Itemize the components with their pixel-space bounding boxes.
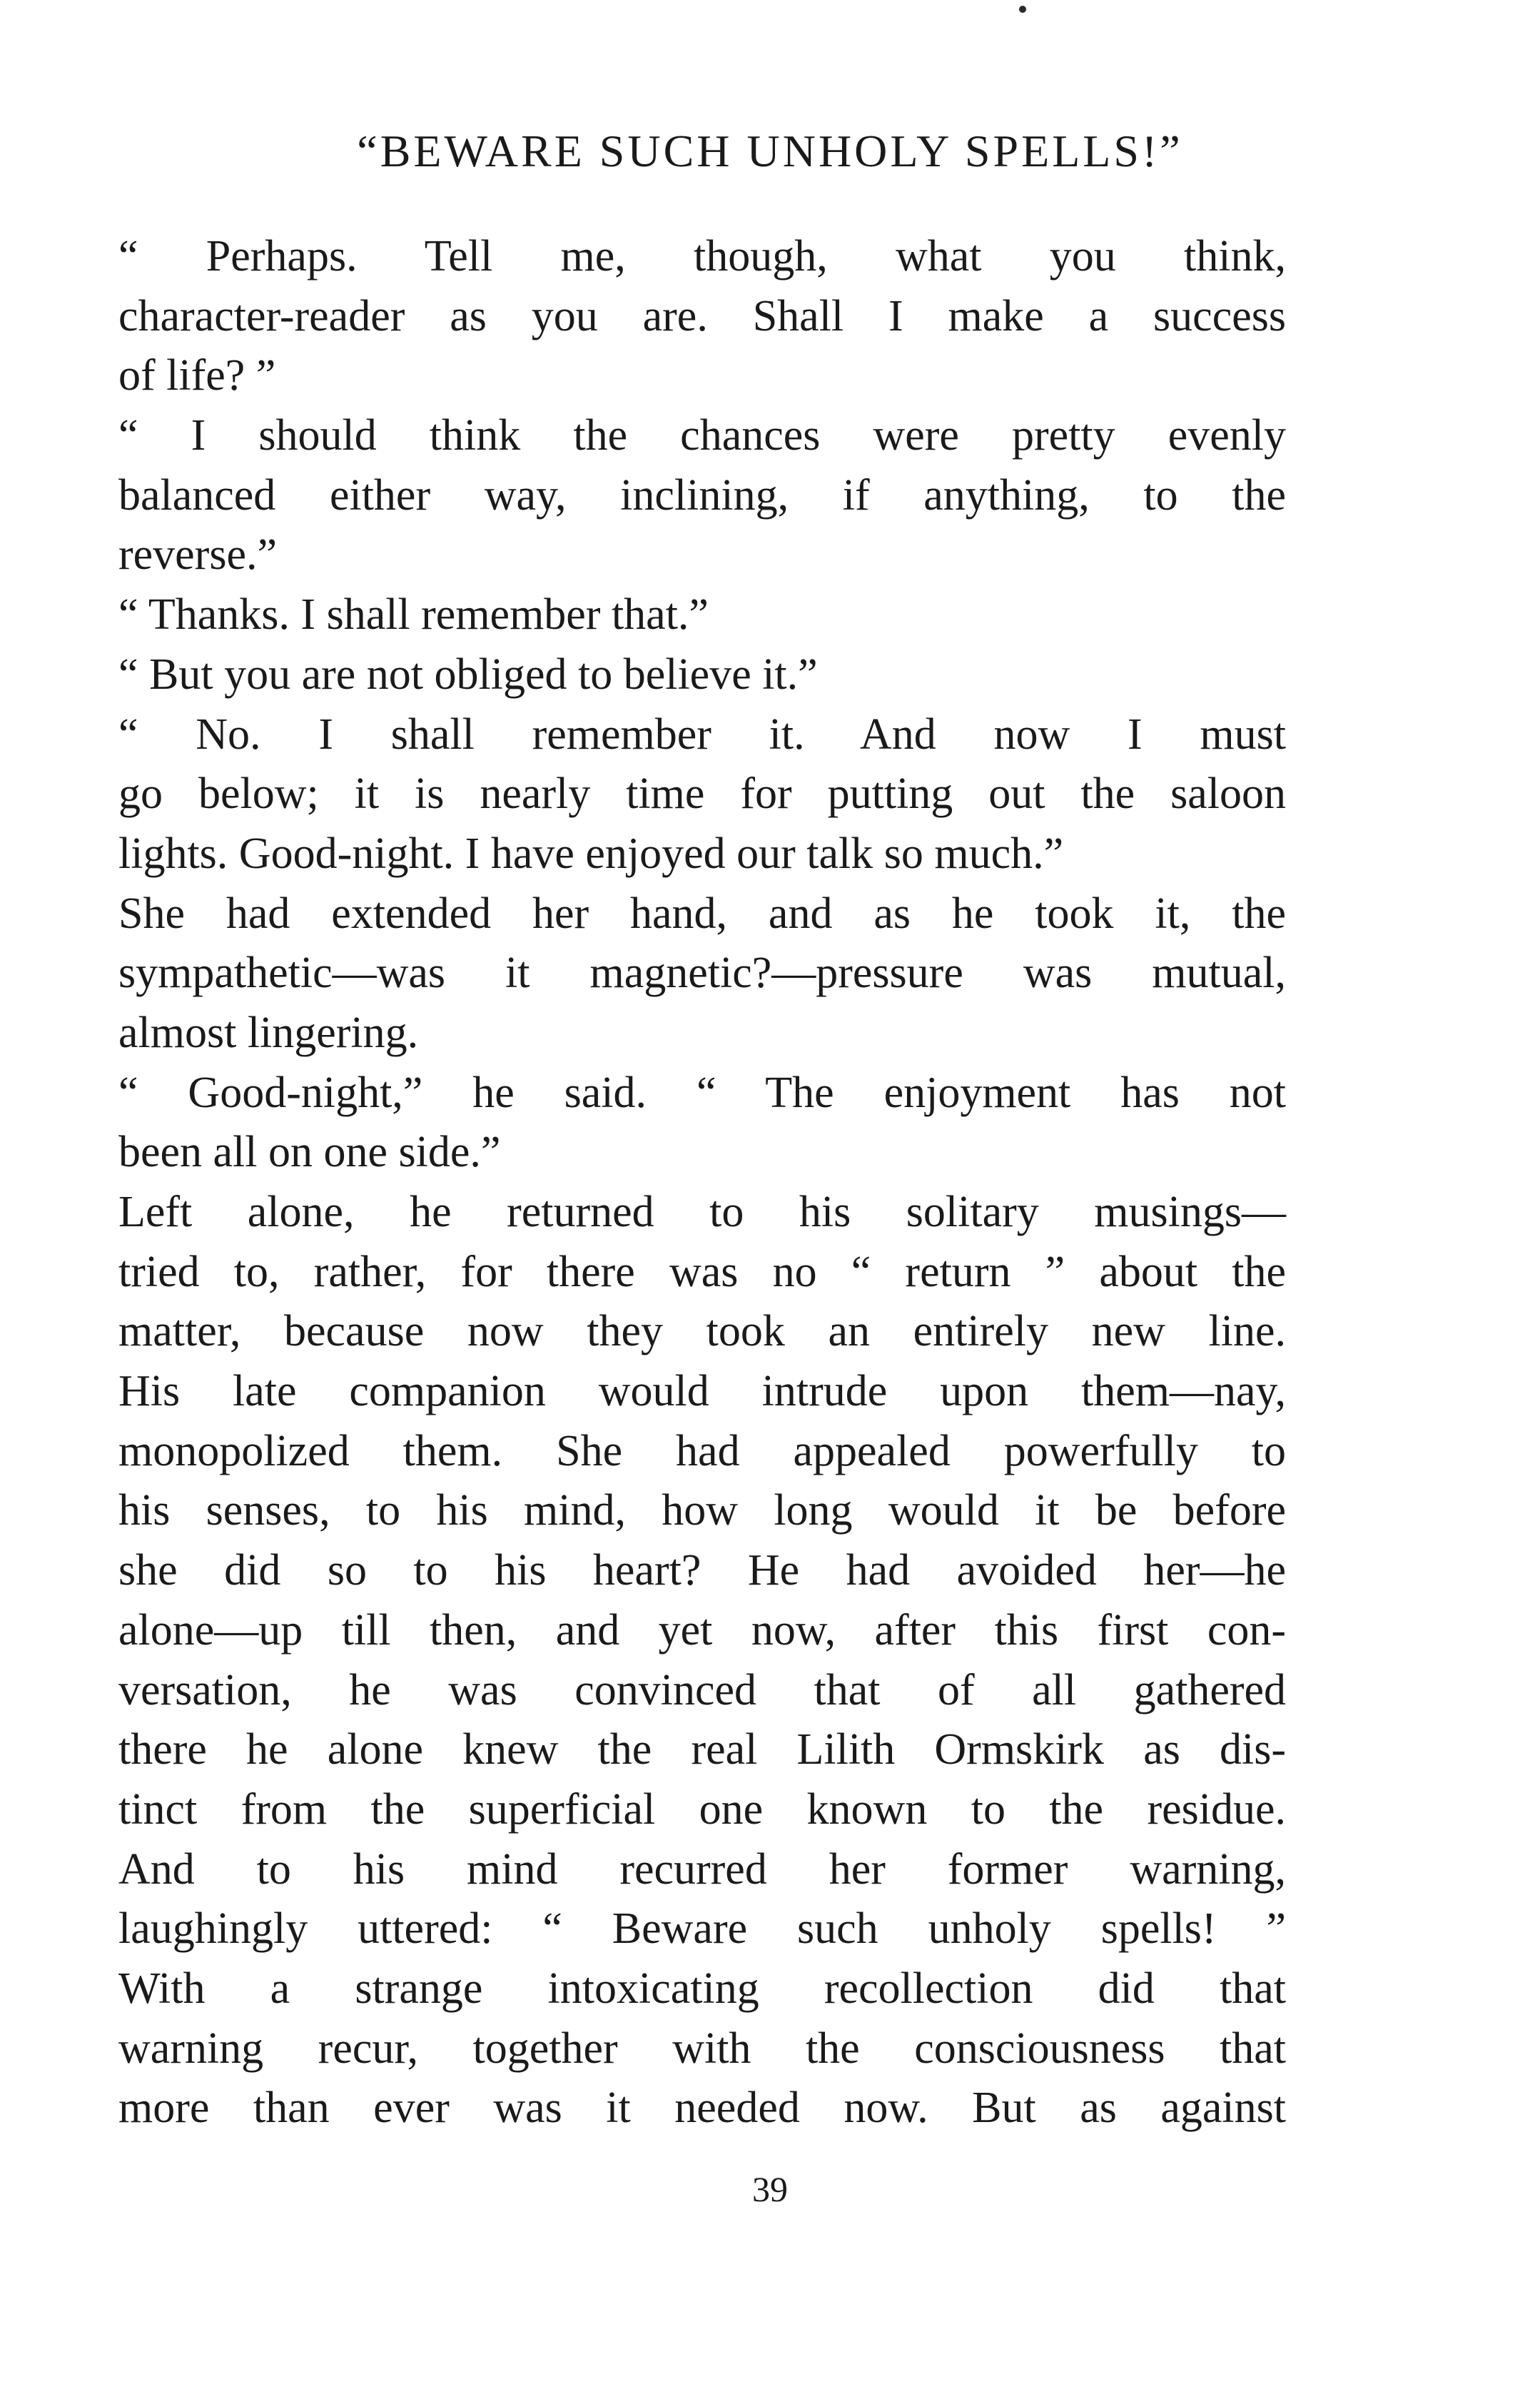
text-line: His late companion would intrude upon them—nay, xyxy=(118,1367,1286,1416)
ink-speck xyxy=(1019,6,1026,13)
text-line: she did so to his heart? He had avoided her—he xyxy=(118,1546,1286,1595)
text-line: Left alone, he returned to his solitary musings— xyxy=(118,1188,1286,1236)
text-line: sympathetic—was it magnetic?—pressure was mutual, xyxy=(118,949,1286,998)
text-line: go below; it is nearly time for putting out the saloon xyxy=(118,769,1286,819)
text-line: reverse.” xyxy=(118,530,277,580)
text-line: matter, because now they took an entirely new line. xyxy=(118,1307,1286,1356)
text-line: tried to, rather, for there was no “ return ” about the xyxy=(118,1247,1286,1296)
text-line: “ Perhaps. Tell me, though, what you think, xyxy=(118,232,1286,281)
running-head: “BEWARE SUCH UNHOLY SPELLS!” xyxy=(357,126,1183,176)
text-line: his senses, to his mind, how long would it be before xyxy=(118,1486,1286,1535)
text-line: almost lingering. xyxy=(118,1008,419,1057)
text-line: of life? ” xyxy=(118,351,276,400)
text-line: tinct from the superficial one known to the residue. xyxy=(118,1784,1286,1834)
text-line: “ Good-night,” he said. “ The enjoyment has not xyxy=(118,1068,1286,1117)
text-line: laughingly uttered: “ Beware such unholy spells! ” xyxy=(118,1904,1286,1954)
text-line: lights. Good-night. I have enjoyed our talk so much.” xyxy=(118,829,1064,878)
text-line: And to his mind recurred her former warning, xyxy=(118,1844,1286,1894)
text-line: more than ever was it needed now. But as against xyxy=(118,2084,1286,2133)
text-line: warning recur, together with the consciousness that xyxy=(118,2024,1286,2073)
text-line: monopolized them. She had appealed powerfully to xyxy=(118,1426,1286,1475)
text-line: versation, he was convinced that of all gathered xyxy=(118,1665,1286,1714)
body-text xyxy=(118,227,1286,2138)
text-line: balanced either way, inclining, if anything, to the xyxy=(118,470,1286,520)
text-line: “ Thanks. I shall remember that.” xyxy=(118,590,709,640)
text-line: “ No. I shall remember it. And now I must xyxy=(118,709,1286,759)
text-line: alone—up till then, and yet now, after this first con- xyxy=(118,1605,1286,1655)
text-line: “ I should think the chances were pretty evenly xyxy=(118,411,1286,460)
text-line: She had extended her hand, and as he took it, the xyxy=(118,889,1286,938)
text-line: there he alone knew the real Lilith Ormskirk as dis- xyxy=(118,1725,1286,1774)
text-line: character-reader as you are. Shall I make a success xyxy=(118,291,1286,340)
text-line: been all on one side.” xyxy=(118,1128,501,1177)
page-number: 39 xyxy=(752,2169,788,2209)
text-line: “ But you are not obliged to believe it.” xyxy=(118,650,818,699)
text-line: With a strange intoxicating recollection did that xyxy=(118,1964,1286,2013)
